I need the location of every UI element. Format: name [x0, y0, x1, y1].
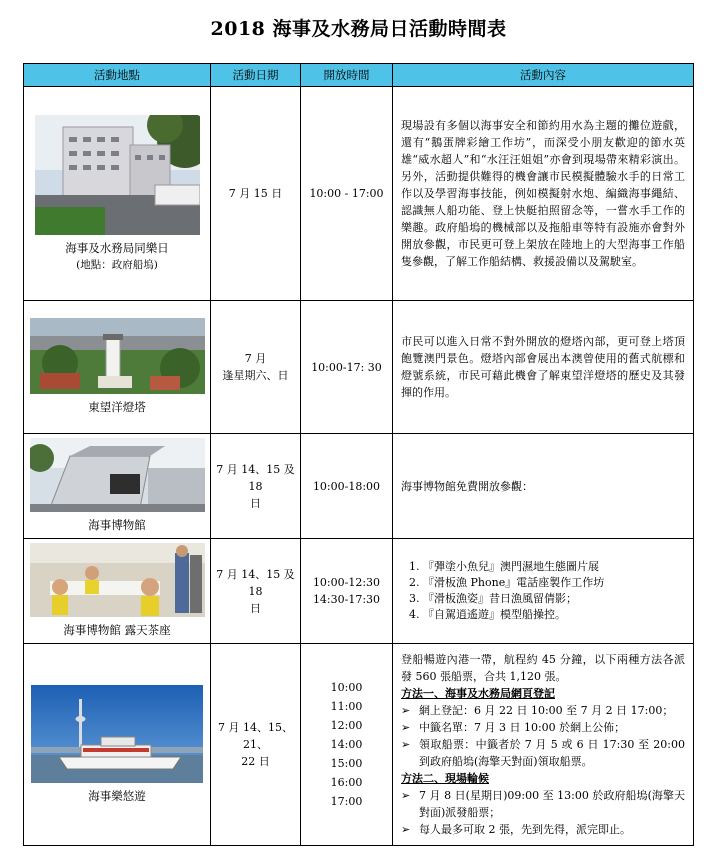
date-line: 日 — [250, 601, 261, 615]
content-cell: 現場設有多個以海事安全和節約用水為主題的攤位遊戲，還有“鵝蛋牌彩繪工作坊”，而深受小朋友歡迎的節水英雄“威水超人”和“水汪汪姐姐”亦會到現場帶來精彩演出。另外，活動提供難得的機會讓市民模擬體驗水手的日常工作以及學習海事技能，例如模擬射水炮、編織海事繩結、認識無人船功能、登上快艇拍照留念等，一嘗水手工作的樂趣。政府船塢的機械部以及拖船車等特有設施亦會對外開放參觀，市民更可登上架放在陸地上的大型海事工作船隻參觀，了解工作船結構、救援設備以及駕駛室。 — [393, 87, 694, 301]
content-cell: 海事博物館免費開放參觀： — [393, 434, 694, 539]
list-item: ➢ 網上登記：6 月 22 日 10:00 至 7 月 2 日 17:00； — [401, 704, 674, 717]
date-line: 7 月 — [244, 352, 267, 365]
date-cell: 7 月 15 日 — [211, 87, 301, 301]
table-row — [24, 87, 694, 301]
date-line: 日 — [250, 496, 261, 510]
method-two-heading: 方法二、現場輪候 — [401, 772, 489, 785]
date-line: 7 月 14、15 及 18 — [216, 567, 295, 598]
list-item: 2. 『滑板漁 Phone』電話座製作工作坊 — [423, 575, 685, 591]
time-slot: 11:00 — [330, 700, 363, 713]
time-slot: 15:00 — [330, 757, 363, 770]
time-cell: 10:00 - 17:00 — [301, 87, 393, 301]
date-cell — [211, 539, 301, 644]
time-slot: 12:00 — [330, 719, 363, 732]
time-cell — [301, 539, 393, 644]
date-cell — [211, 434, 301, 539]
location-cell — [24, 301, 211, 434]
boat-photo — [31, 685, 203, 783]
location-name: 海事博物館 — [88, 518, 146, 532]
time-slot: 10:00 — [330, 681, 363, 694]
time-cell: 10:00-18:00 — [301, 434, 393, 539]
table-row — [24, 644, 694, 846]
time-slot: 14:00 — [330, 738, 363, 751]
location-cell — [24, 434, 211, 539]
date-line: 逢星期六、日 — [222, 369, 289, 382]
arrow-bullet-icon: ➢ — [401, 738, 411, 751]
schedule-table — [23, 63, 694, 846]
time-slot: 16:00 — [330, 776, 363, 789]
header-time: 開放時間 — [301, 64, 393, 87]
header-date: 活動日期 — [211, 64, 301, 87]
location-name: 東望洋燈塔 — [88, 400, 146, 414]
time-line: 10:00-12:30 — [312, 576, 381, 589]
date-cell — [211, 644, 301, 846]
location-name: 海事及水務局同樂日 — [65, 240, 169, 255]
content-cell — [393, 644, 694, 846]
table-row — [24, 539, 694, 644]
date-line: 7 月 14、15、21、 — [218, 721, 293, 751]
list-item: ➢ 中籤名單：7 月 3 日 10:00 於網上公佈； — [401, 721, 626, 734]
list-item: 3. 『滑板漁姿』昔日漁風留倩影； — [423, 591, 685, 607]
arrow-bullet-icon: ➢ — [401, 704, 411, 717]
header-location: 活動地點 — [24, 64, 211, 87]
time-cell — [301, 644, 393, 846]
children-workshop-photo — [30, 543, 205, 617]
arrow-bullet-icon: ➢ — [401, 721, 411, 734]
content-cell: 市民可以進入日常不對外開放的燈塔內部，更可登上塔頂飽覽澳門景色。燈塔內部會展出本澳曾使用的舊式航標和燈號系統，市民可藉此機會了解東望洋燈塔的歷史及其發揮的作用。 — [393, 301, 694, 434]
date-line: 22 日 — [241, 755, 270, 768]
location-name: 海事樂悠遊 — [88, 788, 146, 803]
table-row — [24, 301, 694, 434]
list-item: 4. 『自駕逍遙遊』模型船操控。 — [423, 607, 685, 623]
location-cell — [24, 87, 211, 301]
arrow-bullet-icon: ➢ — [401, 789, 411, 802]
page-title: 2018 海事及水務局日活動時間表 — [210, 18, 507, 40]
table-row — [24, 434, 694, 539]
time-line: 14:30-17:30 — [312, 593, 381, 606]
header-row — [24, 64, 694, 87]
date-cell — [211, 301, 301, 434]
list-item: 1. 『彈塗小魚兒』澳門濕地生態圖片展 — [423, 559, 685, 575]
location-cell — [24, 539, 211, 644]
list-item: ➢ 每人最多可取 2 張，先到先得，派完即止。 — [401, 823, 631, 836]
time-slot: 17:00 — [330, 795, 363, 808]
time-cell: 10:00-17: 30 — [301, 301, 393, 434]
list-item: ➢ 7 月 8 日(星期日)09:00 至 13:00 於政府船塢(海擎天對面)派發船票； — [401, 789, 685, 819]
building-photo — [35, 115, 200, 235]
activity-list — [401, 559, 685, 623]
museum-photo — [30, 438, 205, 512]
location-note: (地點：政府船塢) — [76, 258, 158, 271]
date-line: 7 月 14、15 及 18 — [216, 462, 295, 493]
lighthouse-photo — [30, 318, 205, 394]
header-content: 活動內容 — [393, 64, 694, 87]
list-item: ➢ 領取船票：中籤者於 7 月 5 或 6 日 17:30 至 20:00 到政府船塢(海擎天對面)領取船票。 — [401, 738, 685, 768]
content-cell — [393, 539, 694, 644]
intro-text: 登船暢遊內港一帶，航程約 45 分鐘，以下兩種方法各派發 560 張船票，合共 1,120 張。 — [401, 653, 685, 683]
arrow-bullet-icon: ➢ — [401, 823, 411, 836]
location-cell — [24, 644, 211, 846]
location-name: 海事博物館 露天茶座 — [63, 623, 171, 637]
method-one-heading: 方法一、海事及水務局網頁登記 — [401, 687, 555, 700]
